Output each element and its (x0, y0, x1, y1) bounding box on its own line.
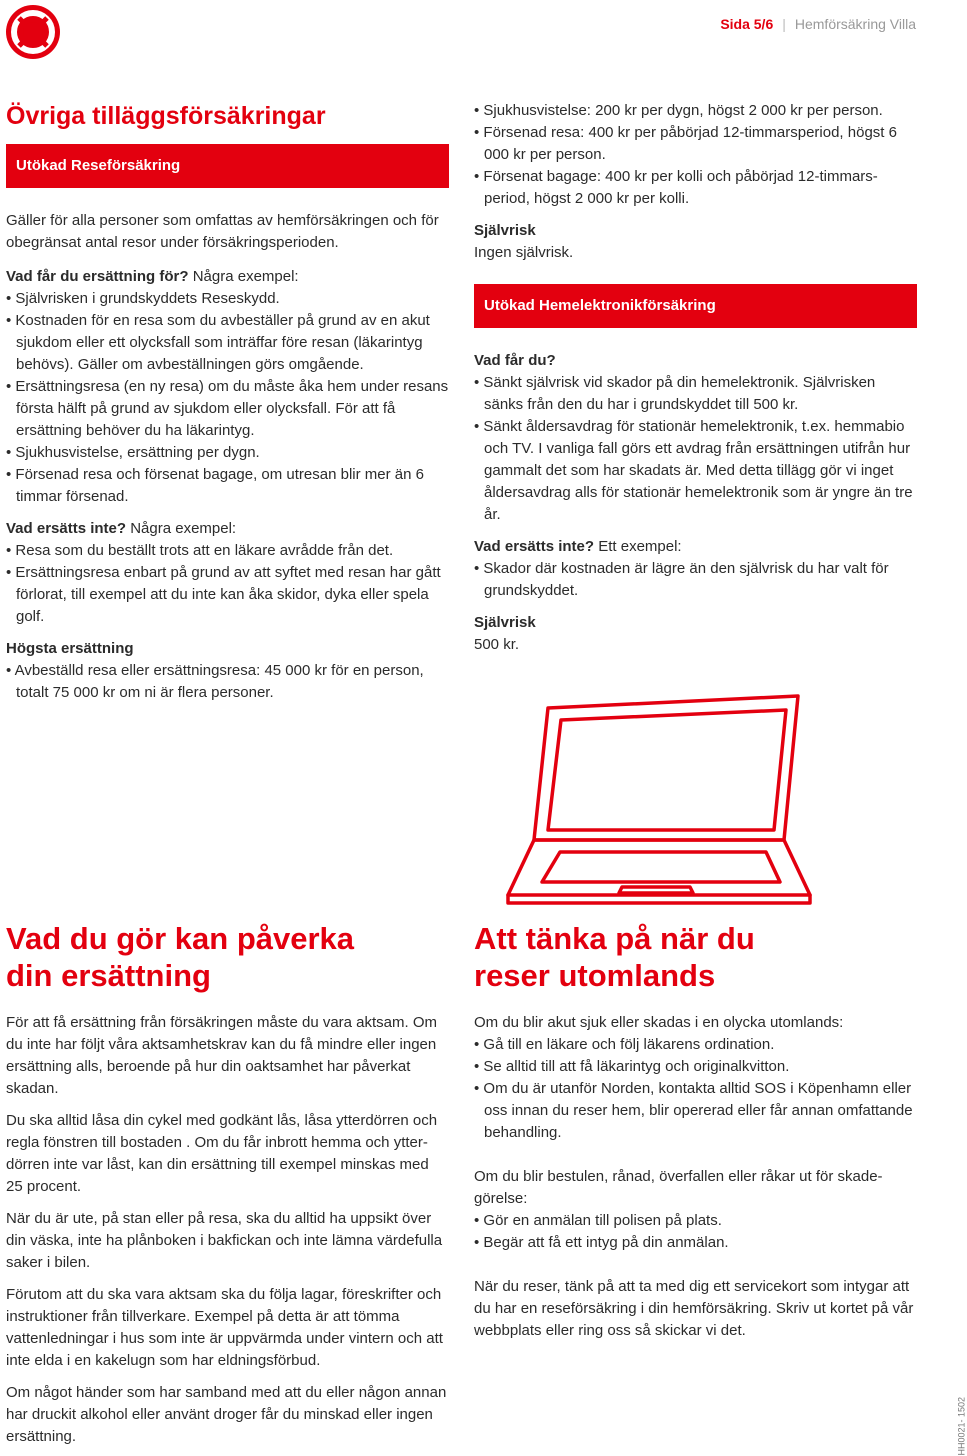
list-item: • Gör en anmälan till polisen på plats. (474, 1210, 917, 1232)
not-covered-heading (6, 518, 449, 540)
page-number: Sida 5/6 (720, 16, 774, 32)
list-item: • Skador där kostnaden är lägre än den självrisk du har valt för grundskyddet. (474, 558, 917, 602)
not-covered-heading (474, 536, 917, 558)
list-item: • Om du är utanför Norden, kontakta alltid SOS i Köpenhamn eller oss innan du reser hem, blir opererad eller får annan omfattande behandling. (474, 1078, 917, 1144)
selfrisk-text: 500 kr. (474, 636, 520, 653)
list-item: • Självrisken i grundskyddets Reseskydd. (6, 288, 449, 310)
not-covered-question: Vad ersätts inte? (474, 538, 595, 555)
affect-compensation-title (6, 920, 449, 994)
page-header (720, 16, 916, 32)
paragraph: Förutom att du ska vara aktsam ska du följa lagar, föreskrifter och instruktioner från tillverkare. Exempel på detta är att tömma vattenledningar i hus som inte är uppvärmda under vintern och att inte elda i en kakelugn som har eldningsförbud. (6, 1286, 443, 1369)
title-line-1: Vad du gör kan påverka (6, 921, 355, 956)
list-item: • Sänkt åldersavdrag för stationär hemelektronik, t.ex. hemmabio och TV. I vanliga fall görs ett avdrag från ersättningen utifrån hur gammalt det som har skadats är. Med detta tillägg gör vi inget åldersavdrag alls för stationär hemelektronik som är yngre än tre år. (474, 416, 917, 526)
covered-question: Vad får du ersättning för? (6, 268, 189, 285)
electronics-bar: Utökad Hemelektronikförsäkring (474, 284, 917, 328)
list-item: • Gå till en läkare och följ läkarens ordination. (474, 1034, 917, 1056)
paragraph: När du är ute, på stan eller på resa, ska du alltid ha uppsikt över din väska, inte ha plånboken i bakfickan och inte lämna värdefulla saker i bilen. (6, 1210, 443, 1271)
travel-abroad-title (474, 920, 917, 994)
travel-insurance-section (6, 100, 449, 704)
list-item: • Sjukhusvistelse, ersättning per dygn. (6, 442, 449, 464)
list-item: • Resa som du beställt trots att en läkare avrådde från det. (6, 540, 449, 562)
not-covered-tail: Ett exempel: (594, 538, 682, 555)
travel-insurance-bar: Utökad Reseförsäkring (6, 144, 449, 188)
list-item: • Kostnaden för en resa som du avbeställer på grund av en akut sjukdom eller ett olycksfall som inträffar före resan (läkarintyg behövs). Gäller om avbeställningen görs omgående. (6, 310, 449, 376)
document-title: Hemförsäkring Villa (794, 16, 916, 32)
covered-heading (6, 266, 449, 288)
document-code: HH0021- 1502 (957, 1397, 967, 1456)
intro-text: Gäller för alla personer som omfattas av hemförsäkringen och för obegränsat antal resor under försäkringsperioden. (6, 212, 439, 251)
laptop-icon (498, 690, 818, 930)
paragraph: Om något händer som har samband med att du eller någon annan har druckit alkohol eller använt droger får du minskad eller ingen ersättning. (6, 1384, 447, 1445)
paragraph: Du ska alltid låsa din cykel med godkänt lås, låsa ytterdörren och regla fönstren till bostaden . Om du får inbrott hemma och ytterdörren inte var låst, kan din ersättning till exempel minskas med 25 procent. (6, 1112, 438, 1195)
section-title: Övriga tilläggsförsäkringar (6, 102, 326, 130)
electronics-section (474, 100, 917, 656)
list-item: • Försenat bagage: 400 kr per kolli och påbörjad 12-timmarsperiod, högst 2 000 kr per kolli. (474, 166, 917, 210)
paragraph: För att få ersättning från försäkringen måste du vara aktsam. Om du inte har följt våra aktsamhetskrav kan du få mindre eller ingen ersättning alls, beroende på hur din oaktsamhet har påverkat skadan. (6, 1014, 438, 1097)
list-item: • Försenad resa: 400 kr per påbörjad 12-timmarsperiod, högst 6 000 kr per person. (474, 122, 917, 166)
selfrisk-heading: Självrisk (474, 222, 536, 239)
title-line-2: reser utomlands (474, 958, 716, 993)
lifebuoy-logo (5, 4, 61, 60)
travel-note: När du reser, tänk på att ta med dig ett servicekort som intygar att du har en reseförsäkring i din hemförsäkring. Skriv ut kortet på vår webbplats eller ring oss så skickar vi det. (474, 1278, 914, 1339)
selfrisk-text: Ingen självrisk. (474, 244, 574, 261)
not-covered-tail: Några exempel: (126, 520, 237, 537)
list-item: • Ersättningsresa (en ny resa) om du måste åka hem under resans första hälft på grund av sjukdom eller olycksfall. För att få ersättning behöver du ha läkarintyg. (6, 376, 449, 442)
list-item: • Avbeställd resa eller ersättningsresa: 45 000 kr för en person, totalt 75 000 kr om ni är flera personer. (6, 660, 449, 704)
list-item: • Ersättningsresa enbart på grund av att syftet med resan har gått förlorat, till exempel att du inte kan åka skidor, dyka eller spela golf. (6, 562, 449, 628)
title-line-2: din ersättning (6, 958, 211, 993)
title-line-1: Att tänka på när du (474, 921, 755, 956)
covered-tail: Några exempel: (188, 268, 299, 285)
list-item: • Se alltid till att få läkarintyg och originalkvitton. (474, 1056, 917, 1078)
list-item: • Försenad resa och försenat bagage, om utresan blir mer än 6 timmar försenad. (6, 464, 449, 508)
robbed-intro: Om du blir bestulen, rånad, överfallen eller råkar ut för skadegörelse: (474, 1168, 883, 1207)
sick-intro: Om du blir akut sjuk eller skadas i en olycka utomlands: (474, 1014, 844, 1031)
max-compensation-heading: Högsta ersättning (6, 640, 134, 657)
affect-compensation-section (6, 920, 449, 1448)
travel-abroad-section (474, 920, 917, 1342)
list-item: • Sänkt självrisk vid skador på din hemelektronik. Självrisken sänks från den du har i grundskyddet till 500 kr. (474, 372, 917, 416)
header-divider: | (782, 16, 786, 32)
list-item: • Begär att få ett intyg på din anmälan. (474, 1232, 917, 1254)
selfrisk-heading: Självrisk (474, 614, 536, 631)
get-heading: Vad får du? (474, 352, 556, 369)
list-item: • Sjukhusvistelse: 200 kr per dygn, högst 2 000 kr per person. (474, 100, 917, 122)
not-covered-question: Vad ersätts inte? (6, 520, 127, 537)
